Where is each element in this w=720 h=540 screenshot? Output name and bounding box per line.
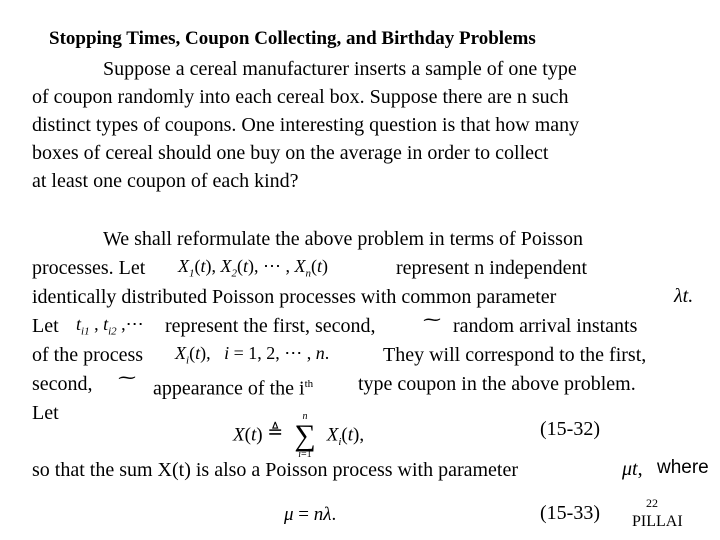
para2-line-6a: second,	[32, 373, 93, 395]
para2-line-3: identically distributed Poisson processes with common parameter	[32, 286, 557, 308]
para1-line-4: boxes of cereal should one buy on the average in order to collect	[32, 142, 549, 164]
para1-line-5: at least one coupon of each kind?	[32, 170, 299, 192]
para2-line-5a: of the process	[32, 344, 144, 366]
math-mu-t: μt,	[622, 458, 643, 480]
para2-line-4c: random arrival instants	[453, 315, 638, 337]
para1-line-2: of coupon randomly into each cereal box. Suppose there are n such	[32, 86, 569, 108]
para2-line-6c: type coupon in the above problem.	[358, 373, 636, 395]
math-processes-list: $X_1(t)$, $X_2(t)$, ⋯ , $X_n(t)$	[178, 256, 329, 280]
where-text: where	[657, 457, 709, 478]
tilde-symbol: ⁓	[423, 309, 441, 329]
para2-line-4b: represent the first, second,	[165, 315, 376, 337]
page-number: 22	[646, 496, 658, 510]
para2-line-2b: represent n independent	[396, 257, 588, 279]
equation-15-32: X(t) ≜ n ∑ i=1 $X_i(t)$,	[233, 411, 365, 460]
para2-line-2a: processes. Let	[32, 257, 146, 279]
tilde-symbol: ⁓	[118, 367, 136, 387]
para2-line-4a: Let	[32, 315, 59, 337]
math-process-index: $X_i(t)$, i = 1, 2, ⋯ , n.	[175, 343, 330, 367]
para1-line-3: distinct types of coupons. One interesting question is that how many	[32, 114, 580, 136]
math-lambda-t: λt.	[674, 285, 694, 307]
equation-15-33: μ = nλ.	[284, 504, 337, 525]
math-arrival-times: $t_{i1}$ , $t_{i2}$ ,⋯	[76, 314, 144, 338]
equation-number-15-33: (15-33)	[540, 502, 600, 524]
para2-line-7: Let	[32, 402, 59, 424]
slide-title: Stopping Times, Coupon Collecting, and Birthday Problems	[49, 28, 536, 49]
author-label: PILLAI	[632, 513, 683, 530]
para1-line-1: Suppose a cereal manufacturer inserts a sample of one type	[103, 58, 577, 80]
para2-line-5b: They will correspond to the first,	[383, 344, 647, 366]
line-sum-poisson: so that the sum X(t) is also a Poisson process with parameter	[32, 459, 519, 481]
para2-line-6b: appearance of the $i^{th}$	[153, 377, 314, 400]
equation-number-15-32: (15-32)	[540, 418, 600, 440]
para2-line-1: We shall reformulate the above problem in terms of Poisson	[103, 228, 583, 250]
